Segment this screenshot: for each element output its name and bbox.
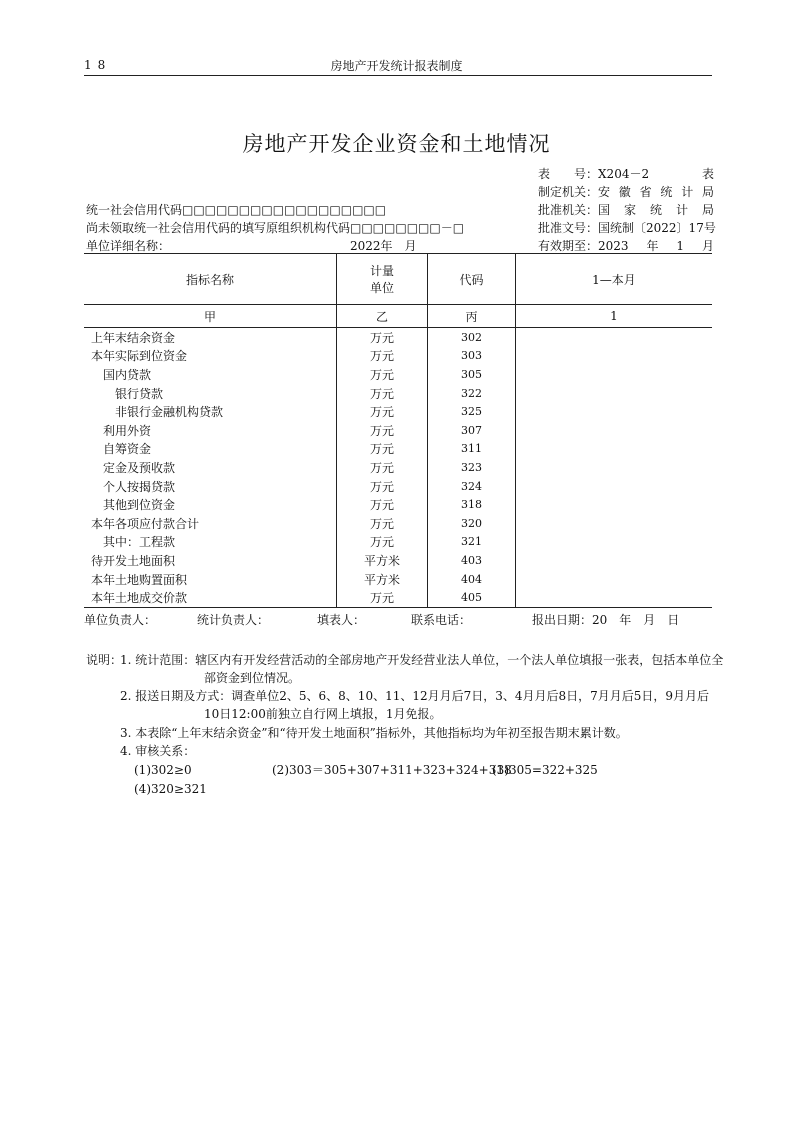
row-indicator-name: 银行贷款: [115, 386, 164, 401]
rule-3: (3)305=322+325: [492, 763, 598, 777]
row-indicator-name: 其他到位资金: [103, 498, 176, 513]
table-row: [84, 458, 712, 477]
table-row: [84, 533, 712, 552]
row-unit: 万元: [337, 458, 428, 477]
row-indicator-name: 国内贷款: [103, 367, 152, 382]
form-title: 房地产开发企业资金和土地情况: [242, 132, 551, 156]
row-indicator-name: 本年土地购置面积: [91, 572, 188, 587]
meta-approval-number: 批准文号： 国统制〔2022〕17号: [538, 221, 716, 235]
rule-2: (2)303＝305+307+311+323+324+318: [272, 763, 512, 777]
header-rule: [84, 75, 712, 76]
row-code: 307: [428, 421, 516, 440]
row-value-cell[interactable]: [516, 421, 713, 440]
unit-name-label[interactable]: 单位详细名称：: [86, 239, 171, 253]
row-code: 405: [428, 588, 516, 607]
meta-valid-until: 有效期至： 2023年1月: [538, 239, 714, 253]
row-unit: 平方米: [337, 551, 428, 570]
header-code: 代码: [428, 254, 516, 305]
row-indicator-name: 待开发土地面积: [91, 553, 176, 568]
row-code: 322: [428, 384, 516, 403]
row-code: 404: [428, 570, 516, 589]
row-value-cell[interactable]: [516, 328, 713, 347]
subheader-name: 甲: [84, 305, 337, 328]
row-code: 325: [428, 402, 516, 421]
note-1-cont: 部资金到位情况。: [204, 671, 301, 685]
report-period[interactable]: 2022年 月: [350, 239, 417, 253]
table-row: [84, 514, 712, 533]
row-code: 302: [428, 328, 516, 347]
row-indicator-name: 本年土地成交价款: [84, 588, 337, 607]
row-value-cell[interactable]: [516, 570, 713, 589]
note-1: 1. 统计范围：辖区内有开发经营活动的全部房地产开发经营业法人单位，一个法人单位填报一张表，包括本单位全: [120, 653, 724, 667]
form-metadata: [538, 165, 714, 255]
row-indicator-name: 定金及预收款: [103, 460, 176, 475]
stats-head-label: 统计负责人：: [197, 613, 270, 627]
row-value-cell[interactable]: [516, 347, 713, 366]
header-current-month: 1—本月: [516, 254, 713, 305]
subheader-unit: 乙: [337, 305, 428, 328]
row-indicator-name: 本年各项应付款合计: [91, 516, 200, 531]
row-value-cell[interactable]: [516, 402, 713, 421]
credit-code-field[interactable]: 统一社会信用代码□□□□□□□□□□□□□□□□□□: [86, 203, 387, 217]
table-row: [84, 570, 712, 589]
table-row: [84, 421, 712, 440]
data-table: [84, 253, 712, 608]
row-code: 321: [428, 533, 516, 552]
rule-1: (1)302≥0: [134, 763, 192, 777]
notes-label: 说明：: [86, 653, 123, 667]
note-4: 4. 审核关系：: [120, 744, 196, 758]
row-value-cell[interactable]: [516, 588, 713, 607]
meta-approving-agency: 批准机关： 国家统计局: [538, 203, 714, 217]
note-2-cont: 10日12:00前独立自行网上填报，1月免报。: [204, 707, 442, 721]
row-value-cell[interactable]: [516, 384, 713, 403]
row-indicator-name: 自筹资金: [103, 442, 152, 457]
row-value-cell[interactable]: [516, 514, 713, 533]
row-code: 323: [428, 458, 516, 477]
row-indicator-name: 个人按揭贷款: [103, 479, 176, 494]
meta-form-number: 表 号： X204－2表: [538, 167, 714, 181]
row-unit: 平方米: [337, 570, 428, 589]
row-value-cell[interactable]: [516, 495, 713, 514]
header-indicator-name: 指标名称: [84, 254, 337, 305]
row-value-cell[interactable]: [516, 477, 713, 496]
running-title: 房地产开发统计报表制度: [330, 59, 463, 73]
row-unit: 万元: [337, 402, 428, 421]
row-unit: 万元: [337, 533, 428, 552]
row-code: 403: [428, 551, 516, 570]
row-indicator-name: 本年实际到位资金: [91, 349, 188, 364]
row-unit: 万元: [337, 495, 428, 514]
row-indicator-name: 非银行金融机构贷款: [115, 405, 224, 420]
row-code: 324: [428, 477, 516, 496]
note-3: 3. 本表除“上年末结余资金”和“待开发土地面积”指标外，其他指标均为年初至报告期末累计数。: [120, 726, 628, 740]
table-row: [84, 551, 712, 570]
header-unit: 计量 单位: [337, 254, 428, 305]
table-row: [84, 365, 712, 384]
meta-issuing-agency: 制定机关： 安徽省统计局: [538, 185, 714, 199]
row-unit: 万元: [337, 384, 428, 403]
table-row: [84, 328, 712, 347]
unit-head-label: 单位负责人：: [84, 613, 157, 627]
org-code-field[interactable]: 尚未领取统一社会信用代码的填写原组织机构代码□□□□□□□□－□: [86, 221, 465, 235]
row-indicator-name: 上年末结余资金: [91, 330, 176, 345]
table-row: [84, 495, 712, 514]
table-row: [84, 477, 712, 496]
table-row: [84, 402, 712, 421]
row-code: 318: [428, 495, 516, 514]
row-unit: 万元: [337, 588, 428, 607]
row-code: 305: [428, 365, 516, 384]
page-number: 18: [84, 58, 112, 72]
row-code: 320: [428, 514, 516, 533]
row-value-cell[interactable]: [516, 533, 713, 552]
row-unit: 万元: [337, 477, 428, 496]
rule-4: (4)320≥321: [134, 782, 207, 796]
row-value-cell[interactable]: [516, 365, 713, 384]
subheader-code: 丙: [428, 305, 516, 328]
row-unit: 万元: [337, 347, 428, 366]
subheader-value: 1: [516, 305, 713, 328]
note-2: 2. 报送日期及方式：调查单位2、5、6、8、10、11、12月月后7日，3、4月月后8日，7月月后5日，9月月后: [120, 689, 710, 703]
phone-label: 联系电话：: [411, 613, 472, 627]
row-indicator-name: 利用外资: [103, 423, 152, 438]
row-unit: 万元: [337, 440, 428, 459]
report-date-label: 报出日期：20 年 月 日: [532, 613, 680, 627]
row-value-cell[interactable]: [516, 458, 713, 477]
table-row: [84, 440, 712, 459]
row-value-cell[interactable]: [516, 440, 713, 459]
row-code: 303: [428, 347, 516, 366]
row-code: 311: [428, 440, 516, 459]
row-indicator-name: 其中：工程款: [103, 535, 176, 550]
row-unit: 万元: [337, 514, 428, 533]
table-row: [84, 347, 712, 366]
filler-label: 填表人：: [317, 613, 366, 627]
table-row: [84, 588, 712, 607]
row-unit: 万元: [337, 365, 428, 384]
row-unit: 万元: [337, 421, 428, 440]
row-unit: 万元: [337, 328, 428, 347]
row-value-cell[interactable]: [516, 551, 713, 570]
table-row: [84, 384, 712, 403]
